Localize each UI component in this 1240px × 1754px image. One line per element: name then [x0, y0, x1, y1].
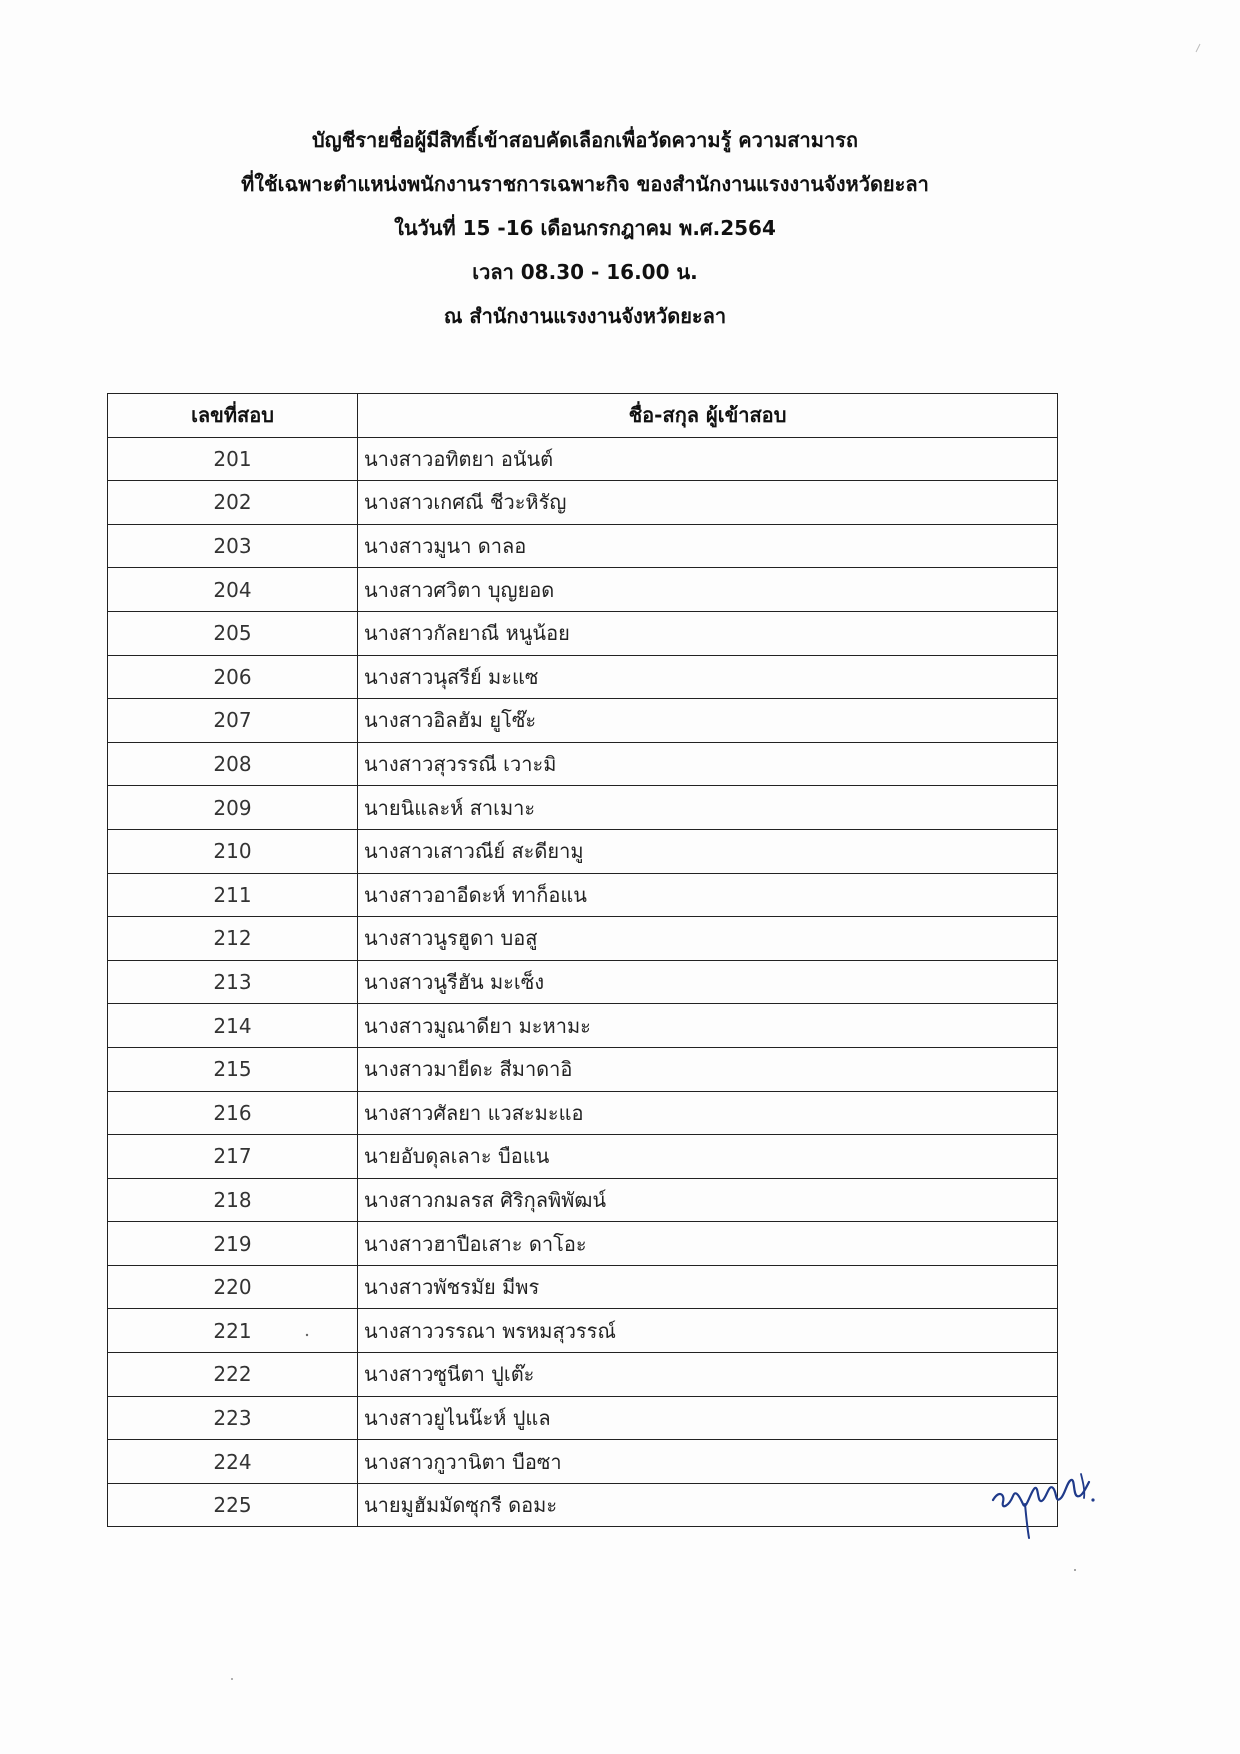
table-row [108, 655, 1058, 699]
candidate-name-cell: นางสาวเสาวณีย์ สะดียามู [358, 829, 1058, 873]
header-subtitle: ที่ใช้เฉพาะตำแหน่งพนักงานราชการเฉพาะกิจ ของสำนักงานแรงงานจังหวัดยะลา [241, 172, 929, 196]
exam-no-cell: 215 [108, 1047, 358, 1091]
exam-no-cell: 222 [108, 1353, 358, 1397]
candidate-name-cell: นางสาวยูไนน๊ะห์ ปูแล [358, 1396, 1058, 1440]
table-row [108, 699, 1058, 743]
candidate-name-cell: นายนิและห์ สาเมาะ [358, 786, 1058, 830]
candidate-name-cell: นางสาววรรณา พรหมสุวรรณ์ [358, 1309, 1058, 1353]
candidate-name-cell: นางสาวมูนา ดาลอ [358, 524, 1058, 568]
table-row [108, 611, 1058, 655]
candidate-name-cell: นางสาวสุวรรณี เวาะมิ [358, 742, 1058, 786]
candidate-name-cell: นายอับดุลเลาะ บือแน [358, 1135, 1058, 1179]
table-row [108, 1440, 1058, 1484]
exam-no-cell: 201 [108, 437, 358, 481]
exam-no-cell: 225 [108, 1483, 358, 1527]
candidate-name-cell: นางสาวศวิตา บุญยอด [358, 568, 1058, 612]
table-row [108, 1135, 1058, 1179]
table-row [108, 1047, 1058, 1091]
table-row [108, 1353, 1058, 1397]
candidate-name-cell: นางสาวนูรีฮัน มะเซ็ง [358, 960, 1058, 1004]
exam-no-cell: 220 [108, 1265, 358, 1309]
candidate-name-cell: นางสาวนูรฮูดา บอสู [358, 917, 1058, 961]
table-row [108, 1265, 1058, 1309]
table-row [108, 524, 1058, 568]
table-row [108, 1091, 1058, 1135]
candidate-table [107, 393, 1058, 1527]
table-row [108, 1222, 1058, 1266]
exam-no-cell: 219 [108, 1222, 358, 1266]
candidate-name-cell: นางสาวอิลฮัม ยูโซ๊ะ [358, 699, 1058, 743]
table-row [108, 917, 1058, 961]
exam-no-header: เลขที่สอบ [108, 394, 358, 438]
exam-no-cell: 218 [108, 1178, 358, 1222]
exam-no-cell: 210 [108, 829, 358, 873]
table-row [108, 873, 1058, 917]
document-header [0, 118, 1170, 338]
header-date: ในวันที่ 15 -16 เดือนกรกฎาคม พ.ศ.2564 [394, 216, 776, 240]
candidate-name-cell: นางสาวมายีดะ สีมาดาอิ [358, 1047, 1058, 1091]
exam-no-cell: 224 [108, 1440, 358, 1484]
exam-no-cell: 209 [108, 786, 358, 830]
exam-no-cell: 206 [108, 655, 358, 699]
candidate-name-cell: นางสาวนุสรีย์ มะแซ [358, 655, 1058, 699]
candidate-name-header: ชื่อ-สกุล ผู้เข้าสอบ [358, 394, 1058, 438]
exam-no-cell: 208 [108, 742, 358, 786]
candidate-name-cell: นายมูฮัมมัดซุกรี ดอมะ [358, 1483, 1058, 1527]
header-time: เวลา 08.30 - 16.00 น. [472, 260, 698, 284]
exam-no-cell: 221 [108, 1309, 358, 1353]
candidate-name-cell: นางสาวมูณาดียา มะหามะ [358, 1004, 1058, 1048]
exam-no-cell: 203 [108, 524, 358, 568]
header-title: บัญชีรายชื่อผู้มีสิทธิ์เข้าสอบคัดเลือกเพื่อวัดความรู้ ความสามารถ [311, 128, 859, 152]
table-row [108, 1483, 1058, 1527]
exam-no-cell: 216 [108, 1091, 358, 1135]
exam-no-cell: 202 [108, 481, 358, 525]
exam-no-cell: 217 [108, 1135, 358, 1179]
header-location: ณ สำนักงานแรงงานจังหวัดยะลา [443, 304, 727, 328]
table-header-row [108, 394, 1058, 438]
candidate-name-cell: นางสาวฮาปือเสาะ ดาโอะ [358, 1222, 1058, 1266]
candidate-name-cell: นางสาวซูนีตา ปูเต๊ะ [358, 1353, 1058, 1397]
candidate-name-cell: นางสาวกมลรส ศิริกุลพิพัฒน์ [358, 1178, 1058, 1222]
candidate-name-cell: นางสาวกูวานิตา บือซา [358, 1440, 1058, 1484]
table-row [108, 786, 1058, 830]
table-row [108, 1396, 1058, 1440]
candidate-name-cell: นางสาวเกศณี ชีวะหิรัญ [358, 481, 1058, 525]
table-row [108, 437, 1058, 481]
exam-no-cell: 214 [108, 1004, 358, 1048]
exam-no-cell: 212 [108, 917, 358, 961]
table-row [108, 568, 1058, 612]
candidate-name-cell: นางสาวกัลยาณี หนูน้อย [358, 611, 1058, 655]
candidate-name-cell: นางสาวอาอีดะห์ ทาก็อแน [358, 873, 1058, 917]
candidate-name-cell: นางสาวอทิตยา อนันต์ [358, 437, 1058, 481]
table-row [108, 1178, 1058, 1222]
table-row [108, 1004, 1058, 1048]
candidate-name-cell: นางสาวพัชรมัย มีพร [358, 1265, 1058, 1309]
exam-no-cell: 205 [108, 611, 358, 655]
exam-no-cell: 207 [108, 699, 358, 743]
exam-no-cell: 211 [108, 873, 358, 917]
table-row [108, 960, 1058, 1004]
exam-no-cell: 213 [108, 960, 358, 1004]
table-row [108, 829, 1058, 873]
table-row [108, 481, 1058, 525]
handwritten-signature-icon [985, 1460, 1105, 1550]
candidate-name-cell: นางสาวศัลยา แวสะมะแอ [358, 1091, 1058, 1135]
exam-no-cell: 223 [108, 1396, 358, 1440]
table-row [108, 1309, 1058, 1353]
exam-no-cell: 204 [108, 568, 358, 612]
table-row [108, 742, 1058, 786]
